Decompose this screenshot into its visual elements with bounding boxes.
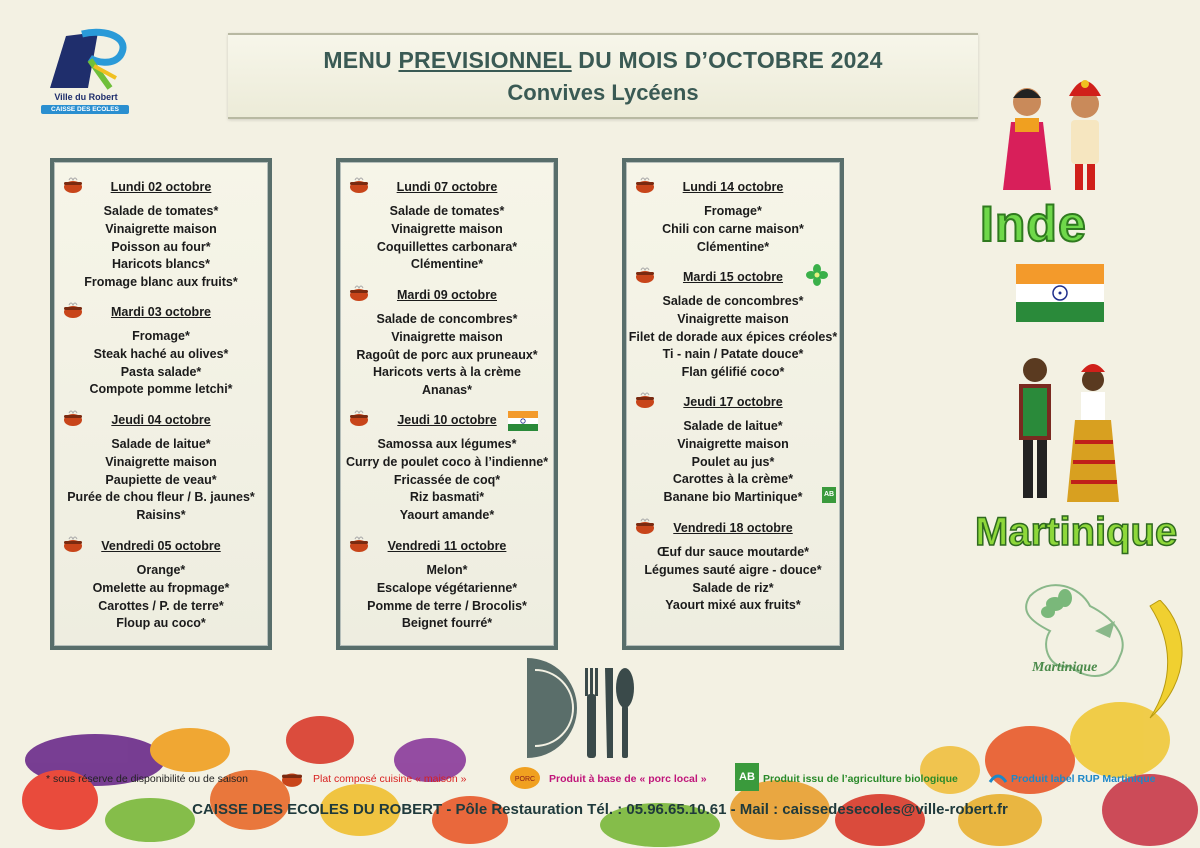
rup-martinique-hibiscus-icon — [806, 264, 828, 286]
menu-item: Salade de tomates* — [103, 204, 219, 218]
menu-item: Pasta salade* — [120, 364, 202, 379]
menu-item: Steak haché au olives* — [93, 346, 229, 361]
menu-item: Vinaigrette maison — [105, 454, 217, 469]
homemade-pot-legend-icon — [279, 768, 305, 788]
menu-item: Ti - nain / Patate douce* — [662, 347, 804, 362]
title-box — [228, 33, 978, 119]
day-title: Vendredi 18 octobre — [626, 521, 840, 535]
menu-item: Yaourt mixé aux fruits* — [665, 598, 801, 613]
menu-item: Fromage blanc aux fruits* — [84, 275, 238, 290]
menu-item: Compote pomme letchi* — [89, 382, 233, 397]
homemade-pot-icon — [634, 266, 656, 284]
menu-item: Salade de laitue* — [111, 437, 211, 451]
country-title-inde: Inde — [980, 196, 1087, 252]
menu-item: Curry de poulet coco à l’indienne* — [345, 454, 549, 469]
day-block — [340, 539, 554, 633]
day-block — [54, 413, 268, 525]
homemade-pot-icon — [634, 391, 656, 409]
menu-item: Beignet fourré* — [401, 616, 493, 631]
homemade-pot-icon — [348, 176, 370, 194]
menu-item: Purée de chou fleur / B. jaunes* — [67, 490, 255, 505]
title-part2: PREVISIONNEL — [398, 47, 572, 73]
menu-column-2 — [336, 158, 558, 650]
menu-item: Flan gélifié coco* — [681, 365, 785, 380]
menu-item: Paupiette de veau* — [105, 472, 217, 487]
day-title: Jeudi 04 octobre — [54, 413, 268, 427]
menu-item: Poisson au four* — [111, 239, 211, 254]
day-title: Vendredi 11 octobre — [340, 539, 554, 553]
menu-item: Carottes à la crème* — [672, 472, 794, 487]
india-flag-icon — [508, 411, 538, 431]
menu-item: Vinaigrette maison — [391, 329, 503, 344]
day-block — [626, 521, 840, 615]
day-block — [340, 180, 554, 274]
homemade-pot-icon — [62, 535, 84, 553]
menu-item: Salade de laitue* — [683, 419, 783, 433]
menu-item: Carottes / P. de terre* — [98, 598, 224, 613]
logo-line1: Ville du Robert — [54, 92, 118, 102]
day-block — [626, 270, 840, 382]
menu-item: Salade de riz* — [692, 580, 774, 595]
title-part3: DU MOIS D’OCTOBRE 2024 — [571, 47, 883, 73]
ville-du-robert-logo — [36, 26, 136, 122]
menu-item: Ragoût de porc aux pruneaux* — [356, 347, 538, 362]
menu-item: Clémentine* — [410, 257, 484, 272]
menu-item: Salade de concombres* — [376, 312, 518, 326]
menu-item: Poulet au jus* — [691, 454, 775, 469]
map-label: Martinique — [1032, 660, 1098, 675]
menu-item: Salade de tomates* — [389, 204, 505, 218]
legend-organic: Produit issu de l’agriculture biologique — [763, 773, 958, 785]
menu-item: Vinaigrette maison — [391, 221, 503, 236]
day-title: Mardi 09 octobre — [340, 288, 554, 302]
day-title: Mardi 03 octobre — [54, 305, 268, 319]
homemade-pot-icon — [348, 409, 370, 427]
menu-item: Samossa aux légumes* — [377, 437, 517, 451]
menu-item: Vinaigrette maison — [677, 311, 789, 326]
day-block — [340, 413, 554, 525]
menu-item: Vinaigrette maison — [677, 436, 789, 451]
menu-item: Haricots verts à la crème — [372, 365, 521, 380]
menu-item: Pomme de terre / Brocolis* — [367, 598, 527, 613]
menu-item: Fricassée de coq* — [393, 472, 501, 487]
homemade-pot-icon — [62, 176, 84, 194]
homemade-pot-icon — [634, 176, 656, 194]
day-title: Mardi 15 octobre — [626, 270, 840, 284]
menu-item: Filet de dorade aux épices créoles* — [628, 329, 838, 344]
country-title-martinique: Martinique — [975, 510, 1178, 554]
day-block — [54, 180, 268, 292]
organic-ab-legend-icon: AB — [735, 763, 759, 791]
menu-item: Vinaigrette maison — [105, 221, 217, 236]
homemade-pot-icon — [348, 284, 370, 302]
menu-item: Coquillettes carbonara* — [376, 239, 518, 254]
menu-item: Yaourt amande* — [399, 508, 495, 523]
svg-text:PORC: PORC — [514, 776, 536, 783]
menu-item: Fromage* — [132, 329, 190, 343]
legend-note: * sous réserve de disponibilité ou de saison — [46, 773, 248, 785]
rup-label-icon — [988, 770, 1008, 786]
day-title: Jeudi 17 octobre — [626, 395, 840, 409]
title-part1: MENU — [323, 47, 399, 73]
menu-item: Melon* — [426, 563, 468, 577]
india-flag-large-icon — [1016, 264, 1104, 322]
menu-item: Banane bio Martinique* AB — [626, 489, 840, 507]
indian-children-illustration — [985, 62, 1120, 197]
legend-rup: Produit label RUP Martinique — [1011, 773, 1156, 785]
menu-column-1 — [50, 158, 272, 650]
day-block — [626, 180, 840, 256]
footer-contact: CAISSE DES ECOLES DU ROBERT - Pôle Restauration Tél. : 05.96.65.10.61 - Mail : caissedesecoles@ville-robert.fr — [192, 801, 1008, 818]
day-block — [626, 395, 840, 507]
menu-item: Floup au coco* — [116, 616, 206, 631]
local-pork-icon — [508, 763, 542, 791]
menu-item: Salade de concombres* — [662, 294, 804, 308]
menu-item: Riz basmati* — [409, 490, 485, 505]
menu-column-3 — [622, 158, 844, 650]
logo-line2: CAISSE DES ECOLES — [41, 105, 129, 114]
legend-local-pork: Produit à base de « porc local » — [549, 773, 707, 785]
menu-item: Haricots blancs* — [112, 257, 210, 272]
day-title: Lundi 07 octobre — [340, 180, 554, 194]
menu-item: Œuf dur sauce moutarde* — [656, 545, 810, 559]
bananas-illustration — [1120, 600, 1195, 720]
menu-item: Raisins* — [136, 508, 186, 523]
menu-item: Fromage* — [704, 204, 762, 218]
day-title: Lundi 02 octobre — [54, 180, 268, 194]
page-title — [228, 47, 978, 74]
menu-item: Escalope végétarienne* — [376, 580, 518, 595]
day-block — [54, 539, 268, 633]
martinique-couple-illustration — [995, 352, 1125, 512]
homemade-pot-icon — [62, 301, 84, 319]
menu-item: Orange* — [136, 563, 186, 577]
legend-homemade: Plat composé cuisine « maison » — [313, 773, 467, 785]
plate-cutlery-icon — [527, 658, 637, 760]
menu-item: Omelette au fropmage* — [92, 580, 230, 595]
page-subtitle: Convives Lycéens — [507, 80, 699, 105]
menu-item: Ananas* — [421, 383, 473, 398]
organic-ab-icon: AB — [822, 487, 836, 503]
day-block — [54, 305, 268, 399]
menu-item: Clémentine* — [696, 239, 770, 254]
menu-item: Chili con carne maison* — [662, 221, 804, 236]
logo-emblem-icon — [36, 26, 136, 96]
day-title: Vendredi 05 octobre — [54, 539, 268, 553]
day-title: Jeudi 10 octobre — [340, 413, 554, 427]
homemade-pot-icon — [62, 409, 84, 427]
day-block — [340, 288, 554, 400]
day-title: Lundi 14 octobre — [626, 180, 840, 194]
homemade-pot-icon — [634, 517, 656, 535]
menu-item: Légumes sauté aigre - douce* — [644, 562, 822, 577]
homemade-pot-icon — [348, 535, 370, 553]
